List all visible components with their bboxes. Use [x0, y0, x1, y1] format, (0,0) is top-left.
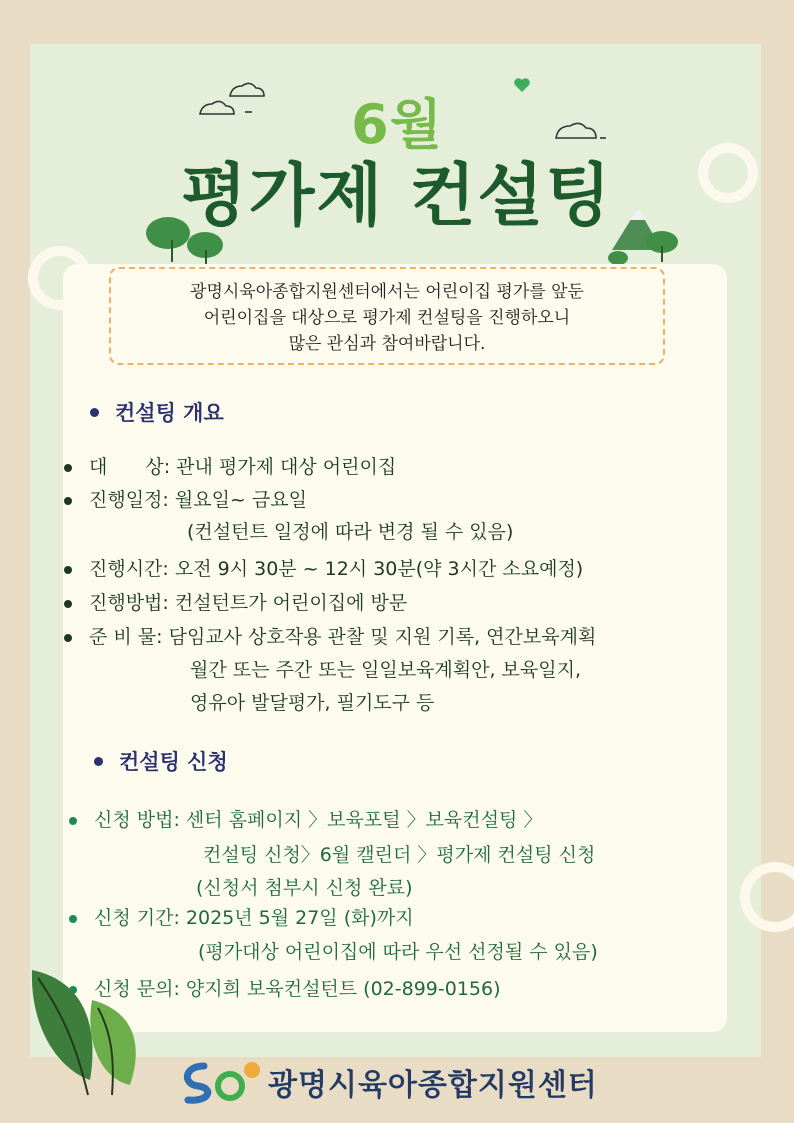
- section-title-text: 컨설팅 개요: [115, 401, 224, 425]
- bullet-icon: [64, 566, 72, 574]
- item-value: 양지희 보육컨설턴트 (02-899-0156): [185, 978, 501, 1000]
- item-value: 컨설턴트가 어린이집에 방문: [174, 592, 408, 614]
- leaf-icon: [20, 960, 160, 1100]
- list-item-apply-period: [94, 906, 414, 930]
- bullet-icon: [69, 817, 77, 825]
- list-item-schedule: [89, 488, 307, 512]
- bullet-icon: [64, 600, 72, 608]
- item-label: 진행시간:: [89, 558, 169, 580]
- intro-box: [109, 267, 665, 365]
- item-label: 신청 기간:: [94, 907, 180, 929]
- section-title-text: 컨설팅 신청: [119, 750, 228, 774]
- bullet-icon: [64, 497, 72, 505]
- item-value: 관내 평가제 대상 어린이집: [176, 456, 397, 478]
- item-label: 신청 방법:: [94, 809, 180, 831]
- bullet-icon: [90, 408, 99, 417]
- section-title-overview: [90, 397, 224, 427]
- list-item-materials: [89, 625, 596, 649]
- bullet-icon: [64, 464, 72, 472]
- item-label: 대 상:: [89, 456, 171, 478]
- bullet-icon: [69, 915, 77, 923]
- list-item-time: [89, 557, 583, 581]
- item-value: 2025년 5월 27일 (화)까지: [185, 907, 414, 929]
- list-item-method: [89, 591, 407, 615]
- item-value: 오전 9시 30분 ~ 12시 30분(약 3시간 소요예정): [174, 558, 584, 580]
- org-name: 광명시육아종합지원센터: [268, 1068, 598, 1103]
- item-label: 진행방법:: [89, 592, 169, 614]
- item-continuation: (컨설턴트 일정에 따라 변경 될 수 있음): [187, 521, 514, 543]
- item-continuation: 월간 또는 주간 또는 일일보육계획안, 보육일지,: [190, 659, 582, 681]
- section-title-application: [94, 746, 228, 776]
- item-continuation: 영유아 발달평가, 필기도구 등: [190, 692, 435, 714]
- page-title: 평가제 컨설팅: [181, 157, 613, 236]
- list-item-apply-method: [94, 808, 542, 832]
- item-value: 월요일~ 금요일: [174, 489, 307, 511]
- item-label: 준 비 물:: [89, 626, 163, 648]
- list-item-target: [89, 455, 396, 479]
- month-heading: 6월: [351, 93, 443, 156]
- item-continuation: (신청서 첨부시 신청 완료): [196, 877, 413, 899]
- item-continuation: (평가대상 어린이집에 따라 우선 선정될 수 있음): [198, 941, 598, 963]
- item-label: 진행일정:: [89, 489, 169, 511]
- center-logo-icon: [174, 1056, 264, 1106]
- bullet-icon: [94, 757, 103, 766]
- item-value: 담임교사 상호작용 관찰 및 지원 기록, 연간보육계획: [168, 626, 597, 648]
- intro-line: 많은 관심과 참여바랍니다.: [288, 334, 486, 354]
- item-label: 신청 문의:: [94, 978, 180, 1000]
- item-value: 센터 홈페이지 〉보육포털 〉보육컨설팅 〉: [185, 809, 543, 831]
- intro-line: 어린이집을 대상으로 평가제 컨설팅을 진행하오니: [203, 308, 571, 328]
- intro-line: 광명시육아종합지원센터에서는 어린이집 평가를 앞둔: [190, 282, 584, 302]
- item-continuation: 컨설팅 신청〉6월 캘린더 〉평가제 컨설팅 신청: [203, 844, 596, 866]
- bullet-icon: [64, 634, 72, 642]
